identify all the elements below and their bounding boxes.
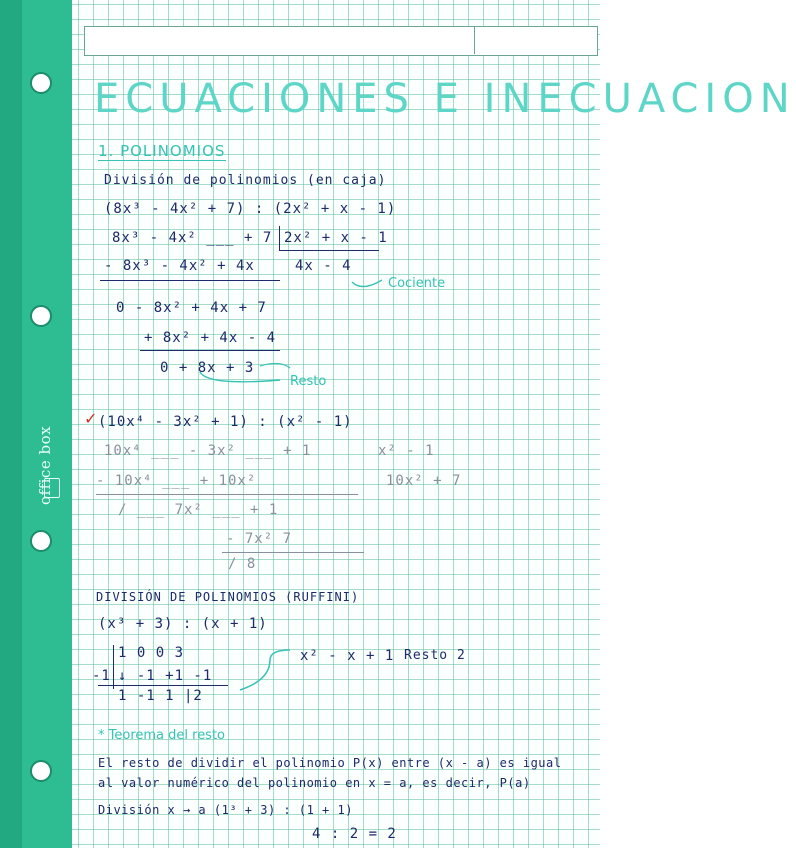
divisor: 2x² + x - 1 <box>284 230 388 246</box>
ruffini-row: ↓ -1 +1 -1 <box>118 668 213 684</box>
page-title: ECUACIONES E INECUACION <box>94 76 796 122</box>
remainder: 0 + 8x + 3 <box>160 360 255 376</box>
ruffini-row: 1 0 0 3 <box>118 645 185 661</box>
division-problem: (8x³ - 4x² + 7) : (2x² + x - 1) <box>104 201 397 217</box>
ruffini-heading: DIVISIÓN DE POLINOMIOS (RUFFINI) <box>96 590 360 604</box>
division-step: 0 - 8x² + 4x + 7 <box>116 300 267 316</box>
division-step: - 7x² 7 <box>226 531 293 547</box>
division-step: / ___ 7x² ___ + 1 <box>118 502 279 518</box>
divisor: x² - 1 <box>378 443 435 459</box>
division-step: - 10x⁴ ___ + 10x² <box>96 473 257 489</box>
resto-label: Resto <box>290 374 327 389</box>
remainder: / 8 <box>228 556 257 572</box>
ruffini-divisor: -1 <box>92 668 111 684</box>
dividend: 10x⁴ ___ - 3x² ___ + 1 <box>104 443 312 459</box>
division-problem: (10x⁴ - 3x² + 1) : (x² - 1) <box>98 414 353 430</box>
section-heading: 1. POLINOMIOS <box>98 142 226 160</box>
quotient: 10x² + 7 <box>386 473 462 489</box>
brand-text: office box <box>36 425 54 505</box>
teorema-line: División x → a (1³ + 3) : (1 + 1) <box>98 803 353 817</box>
teorema-line: 4 : 2 = 2 <box>312 826 397 842</box>
dividend: 8x³ - 4x² ___ + 7 <box>112 230 273 246</box>
ruffini-result: x² - x + 1 <box>300 648 395 664</box>
teorema-line: al valor numérico del polinomio en x = a, es decir, P(a) <box>98 776 531 790</box>
ruffini-resto: Resto 2 <box>404 648 466 663</box>
teorema-line: El resto de dividir el polinomio P(x) entre (x - a) es igual <box>98 756 562 770</box>
ruffini-row: 1 -1 1 |2 <box>118 688 203 704</box>
division-step: - 8x³ - 4x² + 4x <box>104 258 255 274</box>
division-step: + 8x² + 4x - 4 <box>144 330 277 346</box>
check-mark-icon: ✓ <box>84 409 98 428</box>
teorema-heading: * Teorema del resto <box>98 728 226 743</box>
quotient: 4x - 4 <box>295 258 352 274</box>
cociente-label: Cociente <box>388 276 446 291</box>
ruffini-problem: (x³ + 3) : (x + 1) <box>98 616 268 632</box>
division-heading: División de polinomios (en caja) <box>104 173 387 188</box>
